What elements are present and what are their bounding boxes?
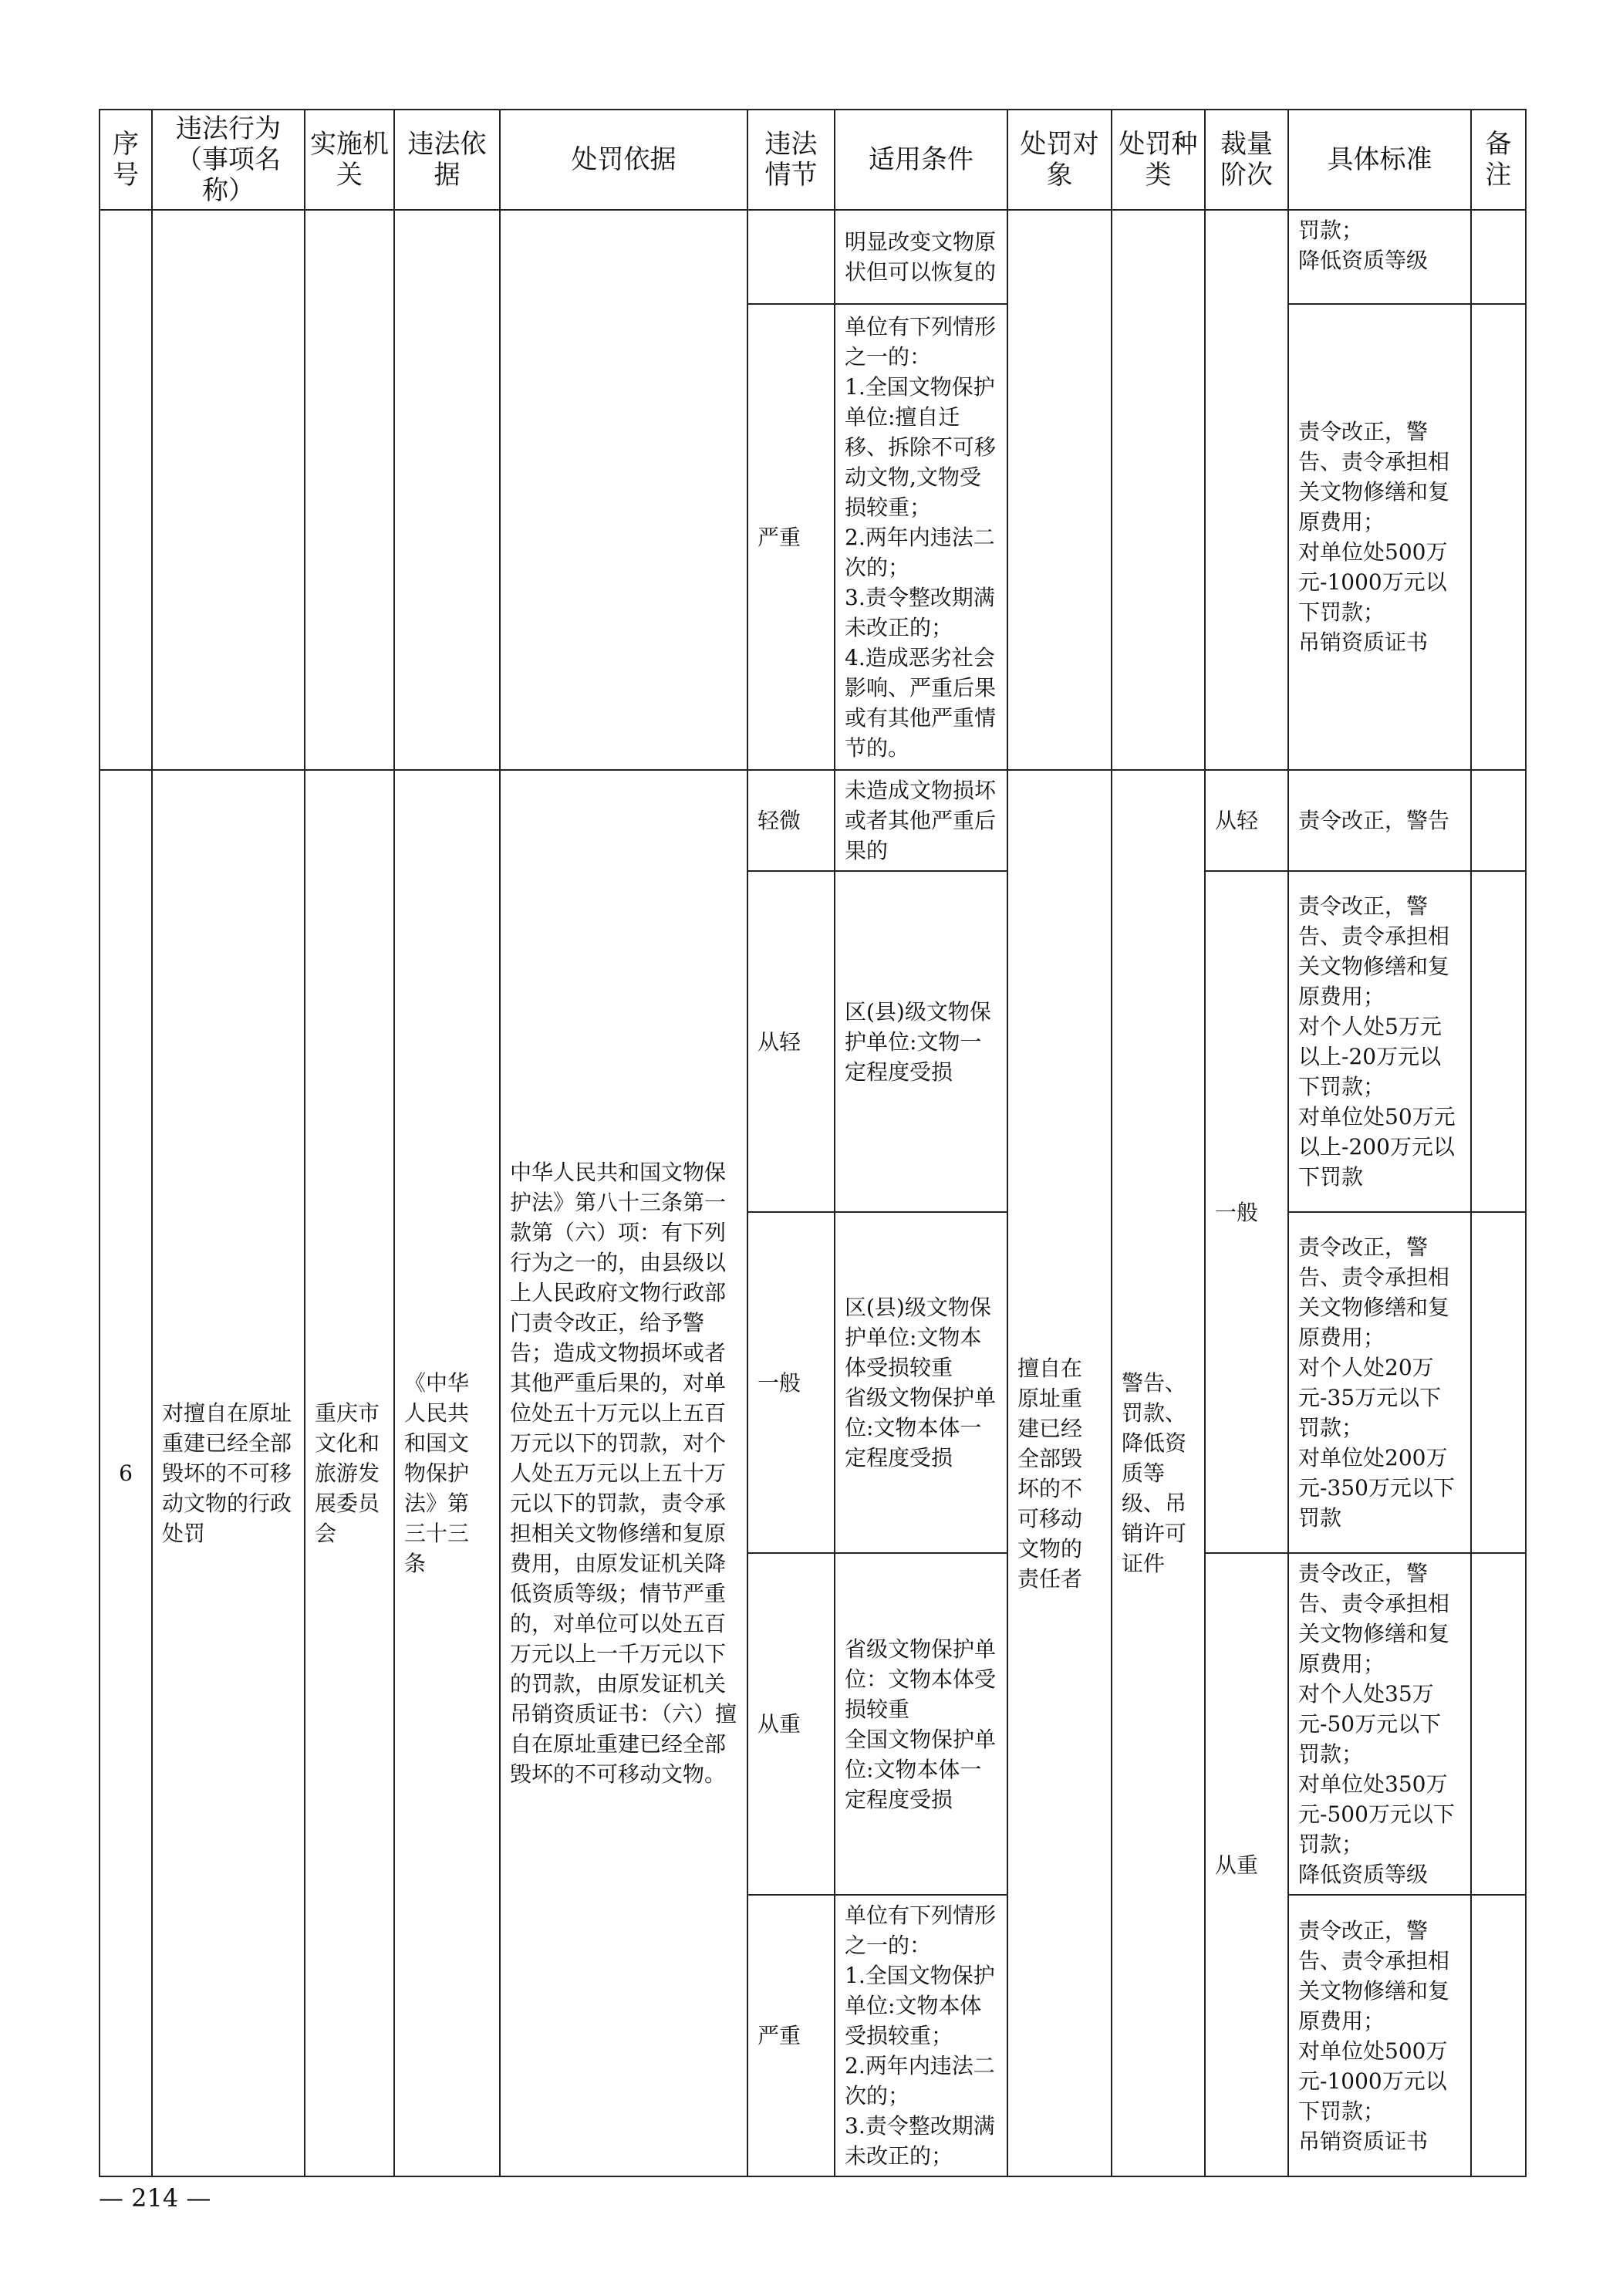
header-violation-basis: 违法依据 — [394, 110, 500, 210]
header-circumstance: 违法情节 — [747, 110, 835, 210]
condition-cell: 区(县)级文物保护单位:文物本体受损较重 省级文物保护单位:文物本体一定程度受损 — [835, 1212, 1007, 1553]
table-row — [100, 770, 1526, 871]
header-seq: 序号 — [100, 110, 152, 210]
seq-cell: 6 — [100, 770, 152, 2176]
standard-cell: 责令改正，警告、责令承担相关文物修缮和复原费用； 对个人处20万元-35万元以下罚款； 对单位处200万元-350万元以下罚款 — [1288, 1212, 1471, 1553]
condition-cell: 单位有下列情形之一的： 1.全国文物保护单位:擅自迁移、拆除不可移动文物,文物受损较重； 2.两年内违法二次的； 3.责令整改期满未改正的； 4.造成恶劣社会影响、严重后果或有其他严重情节的。 — [835, 304, 1007, 770]
header-target: 处罚对象 — [1007, 110, 1112, 210]
standard-cell: 责令改正，警告、责令承担相关文物修缮和复原费用； 对个人处35万元-50万元以下罚款； 对单位处350万元-500万元以下罚款； 降低资质等级 — [1288, 1553, 1471, 1895]
table-row — [100, 210, 1526, 304]
remarks-cell — [1471, 304, 1526, 770]
cont-circumstance-cell — [747, 210, 835, 304]
level-cell: 从轻 — [1205, 770, 1288, 871]
header-remarks: 备注 — [1471, 110, 1526, 210]
circumstance-cell: 从重 — [747, 1553, 835, 1895]
cont-agency-cell — [305, 210, 394, 770]
circumstance-cell: 轻微 — [747, 770, 835, 871]
condition-cell: 明显改变文物原状但可以恢复的 — [835, 210, 1007, 304]
header-penalty-basis: 处罚依据 — [500, 110, 747, 210]
cont-penalty-type-cell — [1112, 210, 1205, 770]
remarks-cell — [1471, 1212, 1526, 1553]
circumstance-cell: 一般 — [747, 1212, 835, 1553]
condition-cell: 单位有下列情形之一的： 1.全国文物保护单位:文物本体受损较重； 2.两年内违法二次的； 3.责令整改期满未改正的； — [835, 1895, 1007, 2176]
cont-level-cell — [1205, 210, 1288, 770]
behavior-cell: 对擅自在原址重建已经全部毁坏的不可移动文物的行政处罚 — [152, 770, 305, 2176]
cont-target-cell — [1007, 210, 1112, 770]
target-cell: 擅自在原址重建已经全部毁坏的不可移动文物的责任者 — [1007, 770, 1112, 2176]
cont-behavior-cell — [152, 210, 305, 770]
circumstance-cell: 严重 — [747, 1895, 835, 2176]
circumstance-cell: 严重 — [747, 304, 835, 770]
header-standard: 具体标准 — [1288, 110, 1471, 210]
standard-cell: 责令改正，警告、责令承担相关文物修缮和复原费用； 对单位处500万元-1000万元以下罚款； 吊销资质证书 — [1288, 304, 1471, 770]
remarks-cell — [1471, 1553, 1526, 1895]
standard-cell: 责令改正，警告、责令承担相关文物修缮和复原费用； 对单位处500万元-1000万元以下罚款； 吊销资质证书 — [1288, 1895, 1471, 2176]
header-conditions: 适用条件 — [835, 110, 1007, 210]
condition-cell: 省级文物保护单位：文物本体受损较重 全国文物保护单位:文物本体一定程度受损 — [835, 1553, 1007, 1895]
header-level: 裁量阶次 — [1205, 110, 1288, 210]
penalty-basis-cell: 中华人民共和国文物保护法》第八十三条第一款第（六）项：有下列行为之一的，由县级以上人民政府文物行政部门责令改正，给予警告；造成文物损坏或者其他严重后果的，对单位处五十万元以上五百万元以下的罚款，对个人处五万元以上五十万元以下的罚款，责令承担相关文物修缮和复原费用，由原发证机关降低资质等级；情节严重的，对单位可以处五百万元以上一千万元以下的罚款，由原发证机关吊销资质证书：（六）擅自在原址重建已经全部毁坏的不可移动文物。 — [500, 770, 747, 2176]
standard-cell: 责令改正，警告 — [1288, 770, 1471, 871]
standard-cell: 责令改正，警告、责令承担相关文物修缮和复原费用； 对个人处5万元以上-20万元以下罚款； 对单位处50万元以上-200万元以下罚款 — [1288, 871, 1471, 1212]
cont-penalty-basis-cell — [500, 210, 747, 770]
condition-cell: 未造成文物损坏或者其他严重后果的 — [835, 770, 1007, 871]
penalty-discretion-table — [99, 109, 1527, 2177]
remarks-cell — [1471, 871, 1526, 1212]
standard-cell: 罚款； 降低资质等级 — [1288, 210, 1471, 304]
header-agency: 实施机关 — [305, 110, 394, 210]
circumstance-cell: 从轻 — [747, 871, 835, 1212]
page-number: — 214 — — [99, 2183, 211, 2213]
level-cell: 一般 — [1205, 871, 1288, 1553]
header-penalty-type: 处罚种类 — [1112, 110, 1205, 210]
condition-cell: 区(县)级文物保护单位:文物一定程度受损 — [835, 871, 1007, 1212]
agency-cell: 重庆市文化和旅游发展委员会 — [305, 770, 394, 2176]
cont-seq-cell — [100, 210, 152, 770]
header-row — [100, 110, 1526, 210]
remarks-cell — [1471, 210, 1526, 304]
cont-violation-basis-cell — [394, 210, 500, 770]
violation-basis-cell: 《中华人民共和国文物保护法》第三十三条 — [394, 770, 500, 2176]
penalty-type-cell: 警告、罚款、降低资质等级、吊销许可证件 — [1112, 770, 1205, 2176]
header-behavior: 违法行为（事项名称） — [152, 110, 305, 210]
level-cell: 从重 — [1205, 1553, 1288, 2176]
remarks-cell — [1471, 1895, 1526, 2176]
remarks-cell — [1471, 770, 1526, 871]
